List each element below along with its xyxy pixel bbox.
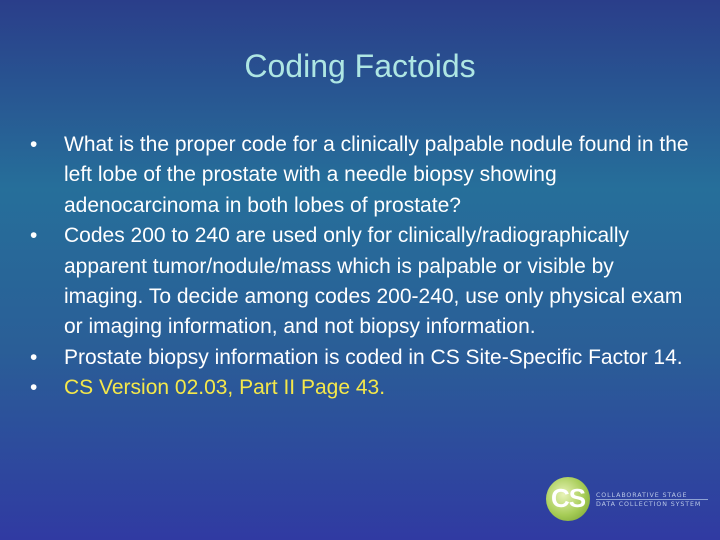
cs-logo-line-1: COLLABORATIVE STAGE: [596, 492, 688, 499]
cs-logo-letters: CS: [550, 483, 586, 513]
bullet-icon: •: [30, 345, 38, 369]
cs-logo-divider: [596, 499, 708, 500]
reference-text: CS Version 02.03, Part II Page 43.: [64, 376, 386, 400]
bullet-text: Codes 200 to 240 are used only for clinically/radiographically apparent tumor/nodule/mass which is palpable or visible by imaging. To decide among codes 200-240, use only physical exam or imaging information, and not biopsy information.: [64, 224, 683, 339]
bullet-item: [26, 221, 696, 343]
bullet-item: [26, 130, 696, 221]
slide-title: Coding Factoids: [244, 48, 476, 84]
bullet-icon: •: [30, 224, 38, 248]
bullet-item: [26, 343, 696, 373]
bullet-list: [26, 130, 696, 404]
bullet-item-reference: [26, 373, 696, 403]
bullet-icon: •: [30, 376, 38, 400]
bullet-icon: •: [30, 133, 38, 156]
cs-logo-line-2: DATA COLLECTION SYSTEM: [596, 501, 702, 508]
bullet-text: Prostate biopsy information is coded in CS Site-Specific Factor 14.: [64, 345, 683, 369]
bullet-text: What is the proper code for a clinically palpable nodule found in the left lobe of the prostate with a needle biopsy showing adenocarcinoma in both lobes of prostate?: [64, 133, 689, 217]
collaborative-stage-logo: [546, 477, 714, 523]
